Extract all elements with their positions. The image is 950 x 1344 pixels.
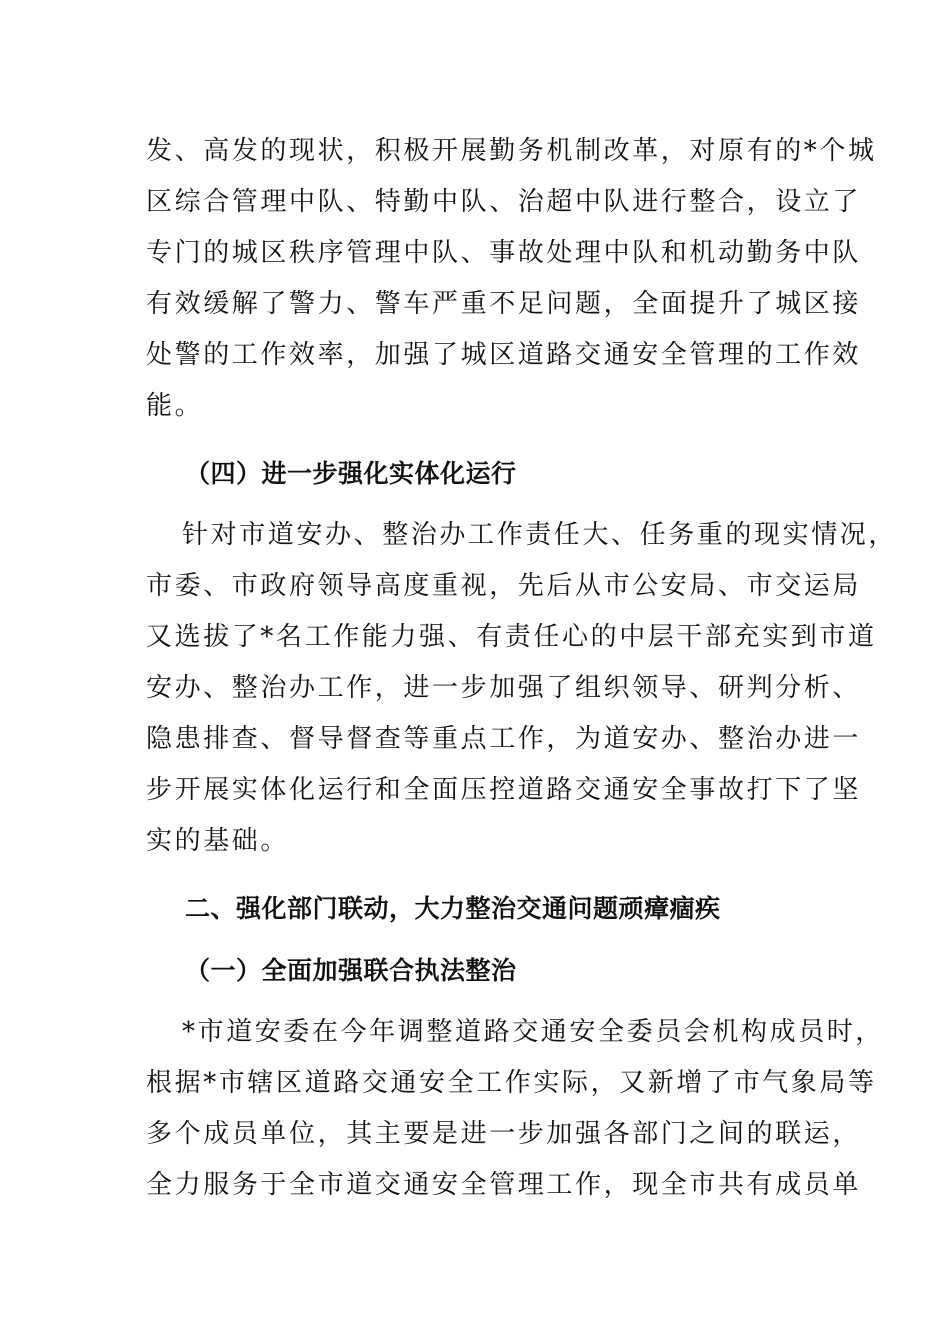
document-page — [146, 126, 898, 1211]
paragraph-line: 能。 — [146, 391, 204, 421]
paragraph-3 — [146, 1007, 885, 1211]
paragraph-line: 安办、整治办工作，进一步加强了组织领导、研判分析、 — [146, 673, 862, 703]
paragraph-line: 多个成员单位，其主要是进一步加强各部门之间的联运， — [146, 1119, 862, 1149]
paragraph-line: 隐患排查、督导督查等重点工作，为道安办、整治办进一 — [146, 724, 862, 754]
subsection-heading-4: （四）进一步强化实体化运行 — [185, 459, 517, 488]
paragraph-line: 全力服务于全市道交通安全管理工作，现全市共有成员单 — [146, 1170, 862, 1200]
paragraph-line: 市委、市政府领导高度重视，先后从市公安局、市交运局 — [146, 571, 862, 601]
paragraph-line: 区综合管理中队、特勤中队、治超中队进行整合，设立了 — [146, 187, 862, 217]
paragraph-line: *市道安委在今年调整道路交通安全委员会机构成员时， — [182, 1017, 885, 1047]
paragraph-line: 有效缓解了警力、警车严重不足问题，全面提升了城区接 — [146, 289, 862, 319]
paragraph-line: 专门的城区秩序管理中队、事故处理中队和机动勤务中队 — [146, 238, 862, 268]
section-title: 二、强化部门联动，大力整治交通问题顽瘴痼疾 — [185, 894, 721, 923]
paragraph-1 — [146, 126, 877, 432]
paragraph-line: 发、高发的现状，积极开展勤务机制改革，对原有的*个城 — [146, 136, 877, 166]
subsection-heading-1: （一）全面加强联合执法整治 — [185, 956, 517, 985]
paragraph-2 — [146, 510, 898, 867]
paragraph-line: 实的基础。 — [146, 826, 290, 856]
paragraph-line: 步开展实体化运行和全面压控道路交通安全事故打下了坚 — [146, 775, 862, 805]
paragraph-line: 根据*市辖区道路交通安全工作实际，又新增了市气象局等 — [146, 1068, 877, 1098]
paragraph-line: 又选拔了*名工作能力强、有责任心的中层干部充实到市道 — [146, 622, 877, 652]
paragraph-line: 针对市道安办、整治办工作责任大、任务重的现实情况， — [182, 520, 898, 550]
paragraph-line: 处警的工作效率，加强了城区道路交通安全管理的工作效 — [146, 340, 862, 370]
